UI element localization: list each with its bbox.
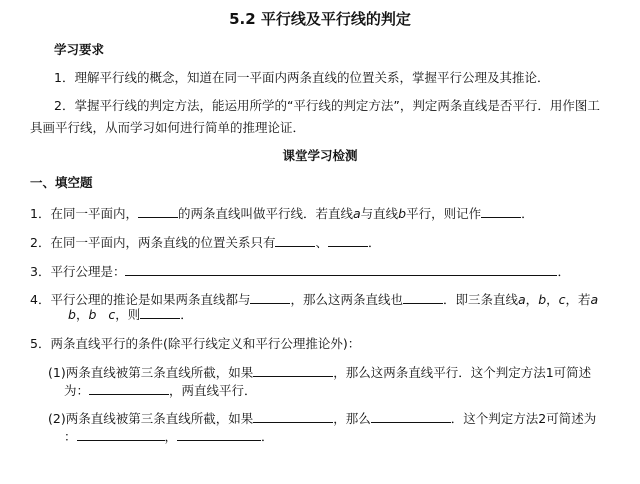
answer-blank[interactable] [140,306,180,319]
section-heading-center: 课堂学习检测 [282,148,358,163]
question-1 [30,205,534,222]
answer-blank[interactable] [275,234,315,247]
q5-2-text-a: (2)两条直线被第三条直线所截，如果 [48,411,254,426]
requirements-heading: 学习要求 [54,42,105,57]
answer-blank[interactable] [371,410,451,423]
q3-text-a: 3．平行公理是： [30,264,126,279]
var-a: a [590,292,599,307]
var-b: b [538,292,547,307]
question-5-1-line-1 [48,364,591,381]
spacer [96,307,108,322]
answer-blank[interactable] [138,205,178,218]
q2-text-c: ． [367,235,381,250]
question-5-1-line-2 [64,382,257,399]
answer-blank[interactable] [89,382,169,395]
question-4-line-2 [68,306,193,323]
var-b: b [88,307,97,322]
part-heading-fill-blank: 一、填空题 [30,175,93,190]
q4-text-a: 4．平行公理的推论是如果两条直线都与 [30,292,251,307]
question-5-2-line-1 [48,410,596,427]
q4-text-d: ，若 [565,292,591,307]
q1-text-e: ． [521,206,534,221]
q2-text-b: 、 [315,235,328,250]
answer-blank[interactable] [253,410,333,423]
q5-1-text-b: ，那么这两条直线平行．这个判定方法1可简述 [333,365,592,380]
answer-blank[interactable] [77,428,165,441]
answer-blank[interactable] [253,364,333,377]
q5-2-text-e: ， [164,429,178,444]
q4-text-f: ． [180,307,193,322]
q5-2-text-b: ，那么 [333,411,371,426]
requirement-2-line-1: 2．掌握平行线的判定方法，能运用所学的“平行线的判定方法”，判定两条直线是否平行．用作图工 [54,98,600,113]
var-a: a [518,292,526,307]
question-5: 5．两条直线平行的条件(除平行线定义和平行公理推论外)： [30,336,361,351]
var-b: b [398,206,407,221]
q5-1-text-d: ，两直线平行． [169,383,257,398]
question-2 [30,234,381,251]
answer-blank[interactable] [403,291,443,304]
q1-text-a: 1．在同一平面内， [30,206,138,221]
answer-blank[interactable] [328,234,368,247]
var-c: c [108,307,116,322]
var-c: c [558,292,566,307]
var-a: a [352,206,361,221]
answer-blank[interactable] [481,205,521,218]
q4-text-b: ，那么这两条直线也 [290,292,403,307]
comma: ， [525,292,539,307]
q5-2-text-c: ．这个判定方法2可简述为 [450,411,597,426]
q3-text-b: ． [557,264,570,279]
q5-1-text-c: 为： [64,383,90,398]
comma: ， [546,292,559,307]
q5-2-text-f: ． [261,429,274,444]
answer-blank[interactable] [250,291,290,304]
q1-text-c: 与直线 [360,206,399,221]
var-b: b [68,307,76,322]
comma: ， [75,307,89,322]
question-5-2-line-2 [64,428,274,445]
q5-2-text-d: ： [64,429,77,444]
q4-text-e: ，则 [115,307,141,322]
answer-blank[interactable] [177,428,261,441]
q1-text-b: 的两条直线叫做平行线．若直线 [177,206,353,221]
page-title: 5.2 平行线及平行线的判定 [229,10,411,28]
answer-blank[interactable] [125,263,557,276]
question-3 [30,263,570,280]
q1-text-d: 平行，则记作 [406,206,482,221]
requirement-1: 1．理解平行线的概念，知道在同一平面内两条直线的位置关系，掌握平行公理及其推论． [54,70,550,85]
q2-text-a: 2．在同一平面内，两条直线的位置关系只有 [30,235,276,250]
requirement-2-line-2: 具画平行线，从而学习如何进行简单的推理论证． [30,120,306,135]
q4-text-c: ．即三条直线 [442,292,518,307]
q5-1-text-a: (1)两条直线被第三条直线所截，如果 [48,365,254,380]
